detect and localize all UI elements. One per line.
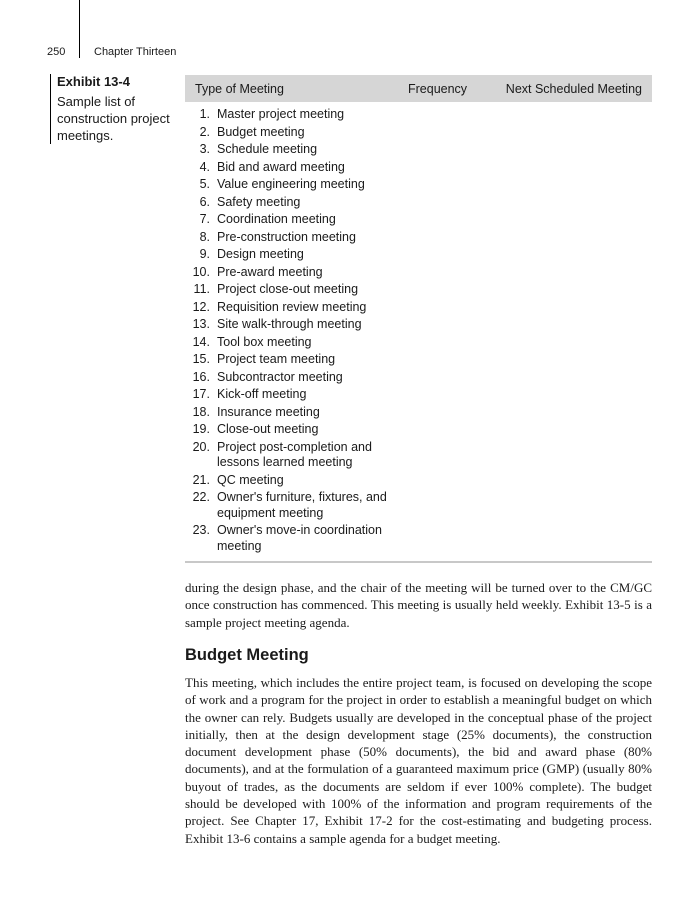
row-number: 12. [192, 299, 210, 314]
meeting-type: Design meeting [217, 247, 304, 261]
table-row [185, 369, 652, 387]
meeting-type: Tool box meeting [217, 334, 312, 349]
table-row [185, 106, 652, 124]
row-number: 2. [199, 124, 210, 139]
meeting-type: Coordination meeting [217, 212, 336, 226]
meeting-type: Project team meeting [217, 352, 336, 366]
table-row [185, 176, 652, 194]
row-number: 11. [193, 282, 210, 296]
row-number: 4. [199, 159, 210, 174]
meeting-type: QC meeting [217, 472, 284, 487]
meetings-table [185, 75, 652, 563]
table-row [185, 264, 652, 282]
meeting-type: Master project meeting [217, 107, 345, 121]
table-row [185, 211, 652, 229]
table-row [185, 124, 652, 142]
row-number: 8. [199, 229, 210, 244]
exhibit-label [50, 74, 177, 144]
row-number: 21. [192, 472, 210, 487]
meeting-type: Value engineering meeting [217, 177, 365, 191]
table-row [185, 281, 652, 299]
meeting-type: Kick-off meeting [217, 387, 307, 401]
row-number: 20. [192, 439, 210, 454]
meeting-type: Schedule meeting [217, 142, 318, 156]
table-row [185, 522, 652, 555]
row-number: 14. [192, 334, 210, 349]
row-number: 19. [192, 422, 210, 436]
table-row [185, 439, 652, 472]
table-row [185, 489, 652, 522]
table-row [185, 351, 652, 369]
meeting-type: Insurance meeting [217, 404, 320, 419]
chapter-title: Chapter Thirteen [94, 46, 177, 58]
table-row [185, 334, 652, 352]
table-row [185, 316, 652, 334]
exhibit-title: Exhibit 13-4 [57, 74, 130, 89]
table-row [185, 386, 652, 404]
row-number: 6. [199, 194, 210, 209]
section-heading: Budget Meeting [185, 646, 309, 664]
row-number: 23. [192, 523, 210, 537]
row-number: 17. [192, 387, 210, 401]
table-body [185, 102, 652, 563]
table-row [185, 229, 652, 247]
header-divider [79, 0, 80, 58]
table-row [185, 299, 652, 317]
row-number: 16. [192, 369, 210, 384]
meeting-type: Site walk-through meeting [217, 317, 362, 331]
meeting-type: Requisition review meeting [217, 299, 367, 314]
row-number: 7. [199, 212, 210, 226]
page-number: 250 [47, 46, 66, 58]
column-header-type: Type of Meeting [195, 82, 284, 96]
exhibit-caption: Sample list of construction project meetings. [57, 94, 170, 143]
body-paragraph: during the design phase, and the chair of the meeting will be turned over to the CM/GC once construction has commenced. This meeting is usually held weekly. Exhibit 13-5 is a sample project meeting agenda. [185, 580, 652, 630]
row-number: 22. [192, 490, 210, 504]
meeting-type: Bid and award meeting [217, 159, 345, 174]
meeting-type: Pre-award meeting [217, 264, 323, 279]
meeting-type: Owner's furniture, fixtures, and equipment meeting [217, 490, 387, 520]
table-row [185, 404, 652, 422]
row-number: 3. [199, 142, 210, 156]
table-row [185, 421, 652, 439]
table-row [185, 246, 652, 264]
meeting-type: Pre-construction meeting [217, 229, 356, 244]
row-number: 10. [192, 264, 210, 279]
row-number: 9. [199, 247, 210, 261]
meeting-type: Owner's move-in coordination meeting [217, 523, 382, 553]
meeting-type: Close-out meeting [217, 422, 319, 436]
table-row [185, 159, 652, 177]
row-number: 1. [199, 107, 210, 121]
meeting-type: Subcontractor meeting [217, 369, 343, 384]
table-header [185, 75, 652, 102]
meeting-type: Safety meeting [217, 194, 301, 209]
column-header-frequency: Frequency [408, 82, 468, 96]
meeting-type: Project post-completion and lessons learned meeting [217, 439, 372, 469]
body-paragraph: This meeting, which includes the entire project team, is focused on developing the scope of work and a program for the project in order to establish a meaningful budget on which the owner can rely. Budgets usually are developed in the conceptual phase of the project initially, then at the design development stage (25% documents), the construction document development phase (50% documents), the bid and award phase (80% documents), and at the formulation of a guaranteed maximum price (GMP) (usually 80% buyout of trades, as the documents are seldom if ever 100% complete). The budget should be developed with 100% of the information and program requirements of the project. See Chapter 17, Exhibit 17-2 for the cost-estimating and budgeting process. Exhibit 13-6 contains a sample agenda for a budget meeting. [185, 675, 652, 846]
table-row [185, 472, 652, 490]
table-row [185, 141, 652, 159]
row-number: 5. [199, 177, 210, 191]
table-row [185, 194, 652, 212]
row-number: 13. [192, 317, 210, 331]
meeting-type: Budget meeting [217, 124, 305, 139]
meeting-type: Project close-out meeting [217, 282, 359, 296]
row-number: 18. [192, 404, 210, 419]
column-header-next-meeting: Next Scheduled Meeting [505, 82, 642, 96]
row-number: 15. [192, 352, 210, 366]
